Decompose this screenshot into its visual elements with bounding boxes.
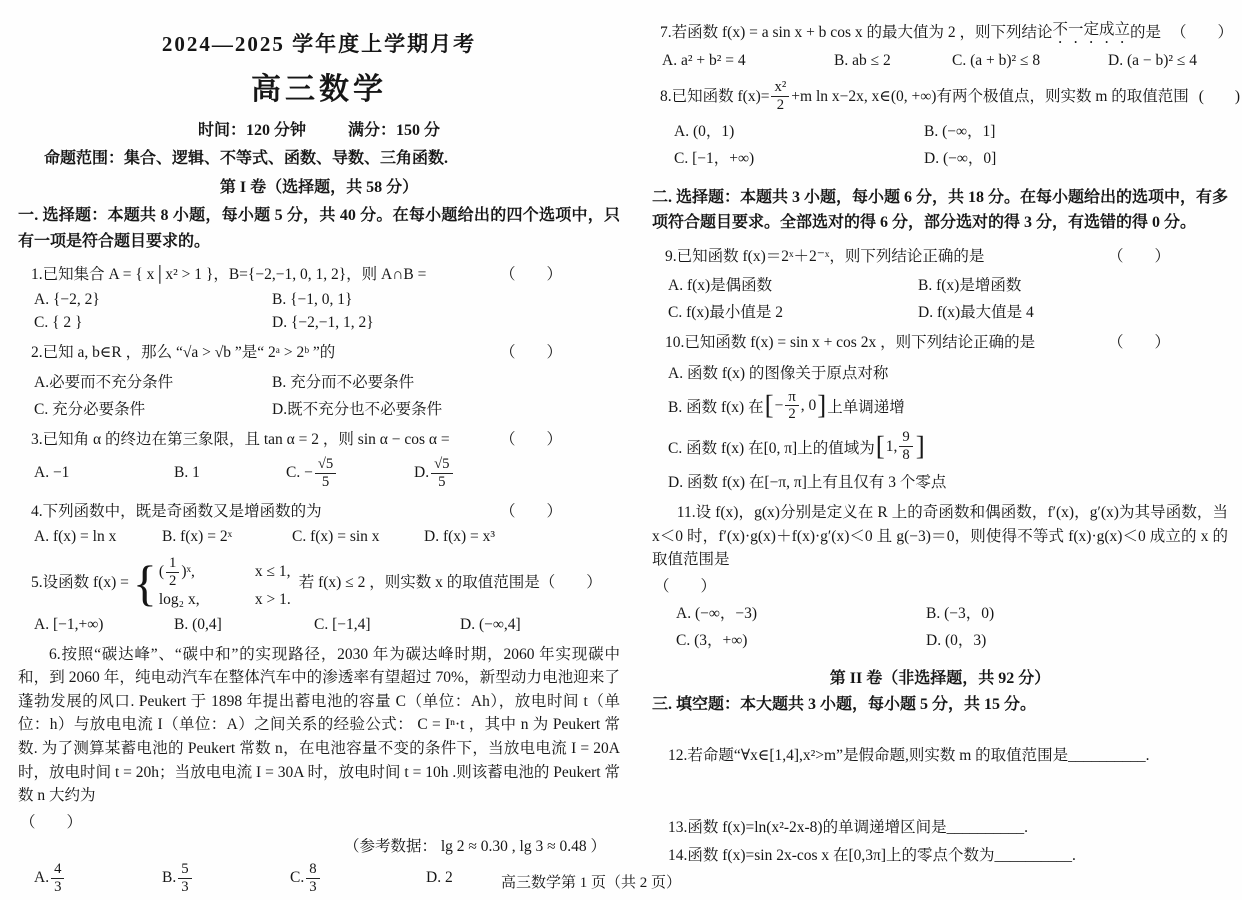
q1-stem-row (18, 263, 620, 286)
left-column (14, 6, 626, 900)
q6-answer-bracket: （ ） (20, 813, 83, 831)
exam-session-title: 2024—2025 学年度上学期月考 (161, 32, 477, 56)
q5-lead: 5.设函数 f(x) = (31, 574, 129, 592)
question-12: 12.若命题“∀x∈[1,4],x²>m”是假命题,则实数 m 的取值范围是__________. (668, 747, 1150, 765)
q10-c-left-bracket: [ (875, 431, 885, 462)
q10-c-right-bracket: ] (915, 431, 925, 462)
q10-b-fraction: $\frac{\pi}{2}$ (785, 389, 798, 424)
question-6 (18, 643, 620, 896)
q4-option-a: A. f(x) = ln x (34, 528, 117, 546)
q6-reference-data: （参考数据： lg 2 ≈ 0.30 , lg 3 ≈ 0.48 ） (343, 837, 606, 855)
q1-stem: 1.已知集合 A = { x│x² > 1 }，B={−2,−1, 0, 1, 2}，则 A∩B = (31, 266, 427, 284)
q11-answer-bracket: （ ） (654, 577, 717, 595)
q5-option-d: D. (−∞,4] (460, 615, 521, 633)
q8-stem-row (652, 79, 1241, 114)
section3-intro: 三. 填空题：本大题共 3 小题，每小题 5 分，共 15 分。 (652, 695, 1037, 713)
q1-option-b: B. {−1, 0, 1} (272, 291, 353, 309)
q6-option-a: A. $\frac{4}{3}$ (34, 861, 162, 896)
q5-stem-row (18, 555, 620, 611)
q3-option-c-fraction: $\frac{√5}{5}$ (315, 456, 336, 491)
q11-option-b: B. (−3，0) (926, 604, 995, 622)
question-10 (652, 331, 1228, 492)
exam-time: 时间：120 分钟 (197, 122, 306, 139)
q5-case-2: log₂ x, x > 1. (158, 590, 291, 608)
q7-stem-row (652, 18, 1234, 47)
q9-option-c: C. f(x)最小值是 2 (668, 304, 783, 322)
part2-header: 第 II 卷（非选择题，共 92 分） (829, 669, 1051, 687)
exam-subject-title: 高三数学 (251, 73, 387, 106)
q2-option-c: C. 充分必要条件 (34, 400, 146, 418)
q10-option-d: D. 函数 f(x) 在[−π, π]上有且仅有 3 个零点 (668, 474, 947, 492)
q8-stem: 8.已知函数 f(x)= $\frac{\text{x²}}{2}$ +m ln x−2x, x∈(0, +∞)有两个极值点，则实数 m 的取值范围 ( ) (660, 79, 1241, 113)
q9-stem: 9.已知函数 f(x)＝2ˣ＋2⁻ˣ，则下列结论正确的是 (665, 248, 985, 266)
q3-option-b: B. 1 (174, 464, 200, 482)
question-3 (18, 428, 620, 491)
q6-option-a-fraction: $\frac{4}{3}$ (51, 861, 64, 896)
question-13: 13.函数 f(x)=ln(x²-2x-8)的单调递增区间是__________. (668, 819, 1028, 837)
q7-stem: 7.若函数 f(x) = a sin x + b cos x 的最大值为 2 ，则下列结论 不一定成立 的是 （ ） (660, 18, 1233, 47)
q7-answer-bracket: （ ） (1171, 23, 1234, 41)
q6-option-c-fraction: $\frac{8}{3}$ (306, 861, 319, 896)
q2-options (18, 370, 620, 419)
q4-stem-row (18, 500, 620, 523)
q4-option-d: D. f(x) = x³ (424, 528, 496, 546)
q5-answer-bracket: （ ） (539, 574, 602, 592)
q10-b-right-bracket: ] (817, 390, 827, 421)
question-11 (652, 501, 1228, 650)
q5-stem (31, 555, 540, 611)
q10-option-c: C. 函数 f(x) 在[0, π]上的值域为 [ 1, $\frac{9}{8}$ ] (668, 429, 925, 464)
q6-option-b: B. $\frac{5}{3}$ (162, 861, 290, 896)
q10-answer-bracket: （ ） (1107, 334, 1170, 352)
question-1 (18, 263, 620, 332)
q3-option-c-sign: C. − (286, 464, 313, 482)
q3-options (18, 456, 620, 491)
q3-option-d (414, 456, 620, 491)
q3-option-c (286, 456, 414, 491)
q3-option-d-fraction: $\frac{√5}{5}$ (431, 456, 452, 491)
q9-answer-bracket: （ ） (1107, 248, 1170, 266)
q1-answer-bracket: （ ） (499, 266, 562, 284)
q11-option-c: C. (3，+∞) (676, 631, 748, 649)
q8-answer-bracket: ( ) (1198, 87, 1241, 105)
exam-scope-line: 命题范围：集合、逻辑、不等式、函数、导数、三角函数. (44, 150, 449, 167)
exam-full-score: 满分：150 分 (348, 122, 441, 139)
q7-option-c: C. (a + b)² ≤ 8 (952, 52, 1041, 69)
q1-option-c: C. { 2 } (34, 314, 83, 332)
q8-option-c: C. [−1，+∞) (674, 149, 755, 167)
q4-options (18, 528, 620, 546)
q4-stem: 4.下列函数中，既是奇函数又是增函数的为 (31, 502, 322, 520)
exam-meta-line (18, 117, 620, 140)
q8-option-b: B. (−∞，1] (924, 122, 996, 140)
q11-options (652, 601, 1228, 650)
q6-option-b-fraction: $\frac{5}{3}$ (178, 861, 191, 896)
q3-stem: 3.已知角 α 的终边在第三象限，且 tan α = 2 ，则 sin α − cos α = (31, 430, 450, 448)
question-9 (652, 245, 1228, 322)
question-8 (652, 79, 1241, 168)
q5-piecewise (159, 555, 291, 611)
q1-option-d: D. {−2,−1, 1, 2} (272, 314, 374, 332)
q8-option-a: A. (0，1) (674, 122, 735, 140)
q6-option-c: C. $\frac{8}{3}$ (290, 861, 426, 896)
q2-option-a: A.必要而不充分条件 (34, 373, 174, 391)
q5-case1-fraction: $\frac{1}{2}$ (166, 555, 179, 590)
q7-option-d: D. (a − b)² ≤ 4 (1108, 52, 1198, 69)
q11-option-a: A. (−∞，−3) (676, 604, 758, 622)
q2-answer-bracket: （ ） (499, 344, 562, 362)
question-4 (18, 500, 620, 546)
q5-option-a: A. [−1,+∞) (34, 615, 104, 633)
q4-option-c: C. f(x) = sin x (292, 528, 380, 546)
q5-tail: 若 f(x) ≤ 2 ，则实数 x 的取值范围是 (298, 574, 540, 592)
q1-option-a: A. {−2, 2} (34, 291, 100, 309)
q10-option-b: B. 函数 f(x) 在 [ − $\frac{\pi}{2}$ , 0 ] 上单调递增 (668, 388, 905, 423)
question-2 (18, 341, 620, 418)
q9-stem-row (652, 245, 1228, 268)
q8-option-d: D. (−∞，0] (924, 149, 997, 167)
q7-options (652, 52, 1228, 70)
q5-option-b: B. (0,4] (174, 615, 222, 633)
page-footer: 高三数学第 1 页（共 2 页） (500, 875, 681, 891)
section2-intro: 二. 选择题：本题共 3 小题，每小题 6 分，共 18 分。在每小题给出的选项中，有多项符合题目要求。全部选对的得 6 分，部分选对的得 3 分，有选错的得 0 分。 (652, 188, 1229, 232)
q3-option-d-label: D. (414, 464, 430, 482)
q6-stem: 6.按照“碳达峰”、“碳中和”的实现路径，2030 年为碳达峰时期，2060 年实现碳中和，到 2060 年，纯电动汽车在整体汽车中的渗透率有望超过 70%，新型动力电池迎来了蓬勃发展的风口. Peukert 于 1898 年提出蓄电池的容量 C（单位：Ah），放电时间 t（单位：h）与放电电流 I（单位：A）之间关系的经验公式： C = Iⁿ·t ，其中 n 为 Peukert 常数. 为了测算某蓄电池的 Peukert 常数 n，在电池容量不变的条件下，当放电电流 I = 20A 时，放电时间 t = 20h；当放电电流 I = 30A 时，放电时间 t = 10h .则该蓄电池的 Peukert 常数 n 大约为 (18, 645, 620, 805)
q8-fraction: $\frac{\text{x²}}{2}$ (771, 79, 789, 114)
q1-options (18, 291, 620, 332)
q3-answer-bracket: （ ） (499, 430, 562, 448)
q11-option-d: D. (0，3) (926, 631, 987, 649)
q9-option-b: B. f(x)是增函数 (918, 277, 1022, 295)
q9-option-d: D. f(x)最大值是 4 (918, 304, 1034, 322)
q3-stem-row (18, 428, 620, 451)
q8-options (652, 119, 1228, 168)
q2-stem-row (18, 341, 620, 364)
q7-emphasized-text: 不一定成立 (1052, 21, 1130, 38)
q9-options (652, 273, 1228, 322)
q2-option-d: D.既不充分也不必要条件 (272, 400, 443, 418)
q5-case-1: ( $\frac{1}{2}$ )ˣ, x ≤ 1, (158, 555, 291, 589)
q9-option-a: A. f(x)是偶函数 (668, 277, 773, 295)
q3-option-a: A. −1 (34, 464, 70, 482)
q4-answer-bracket: （ ） (499, 502, 562, 520)
part1-header: 第 I 卷（选择题，共 58 分） (219, 179, 419, 196)
q7-option-a: A. a² + b² = 4 (662, 52, 746, 69)
section1-intro: 一. 选择题：本题共 8 小题，每小题 5 分，共 40 分。在每小题给出的四个选项中，只有一项是符合题目要求的。 (18, 207, 620, 250)
q10-stem-row (652, 331, 1228, 354)
q5-case-brace: { (132, 554, 157, 611)
q10-option-a: A. 函数 f(x) 的图像关于原点对称 (668, 364, 889, 382)
q10-c-fraction: $\frac{9}{8}$ (899, 429, 912, 464)
q5-option-c: C. [−1,4] (314, 615, 371, 633)
q5-options (18, 616, 620, 634)
q7-option-b: B. ab ≤ 2 (834, 52, 891, 69)
q10-stem: 10.已知函数 f(x) = sin x + cos 2x ，则下列结论正确的是 (665, 334, 1036, 352)
q11-stem: 11.设 f(x)，g(x)分别是定义在 R 上的奇函数和偶函数，f′(x)，g′(x)为其导函数，当 x＜0 时，f′(x)·g(x)＋f(x)·g′(x)＜0 且 g(−3)＝0，则使得不等式 f(x)·g(x)＜0 成立的 x 的取值范围是 (652, 504, 1228, 569)
q4-option-b: B. f(x) = 2ˣ (162, 528, 233, 546)
question-14: 14.函数 f(x)=sin 2x-cos x 在[0,3π]上的零点个数为__________. (668, 847, 1076, 865)
q2-option-b: B. 充分而不必要条件 (272, 373, 415, 391)
q10-b-left-bracket: [ (764, 390, 774, 421)
question-5 (18, 555, 620, 634)
q6-option-d: D. 2 (426, 869, 453, 887)
q2-stem: 2.已知 a, b∈R ，那么 “√a > √b ”是“ 2ᵃ > 2ᵇ ”的 (31, 344, 336, 362)
question-7 (652, 18, 1234, 70)
right-column (626, 6, 1241, 900)
